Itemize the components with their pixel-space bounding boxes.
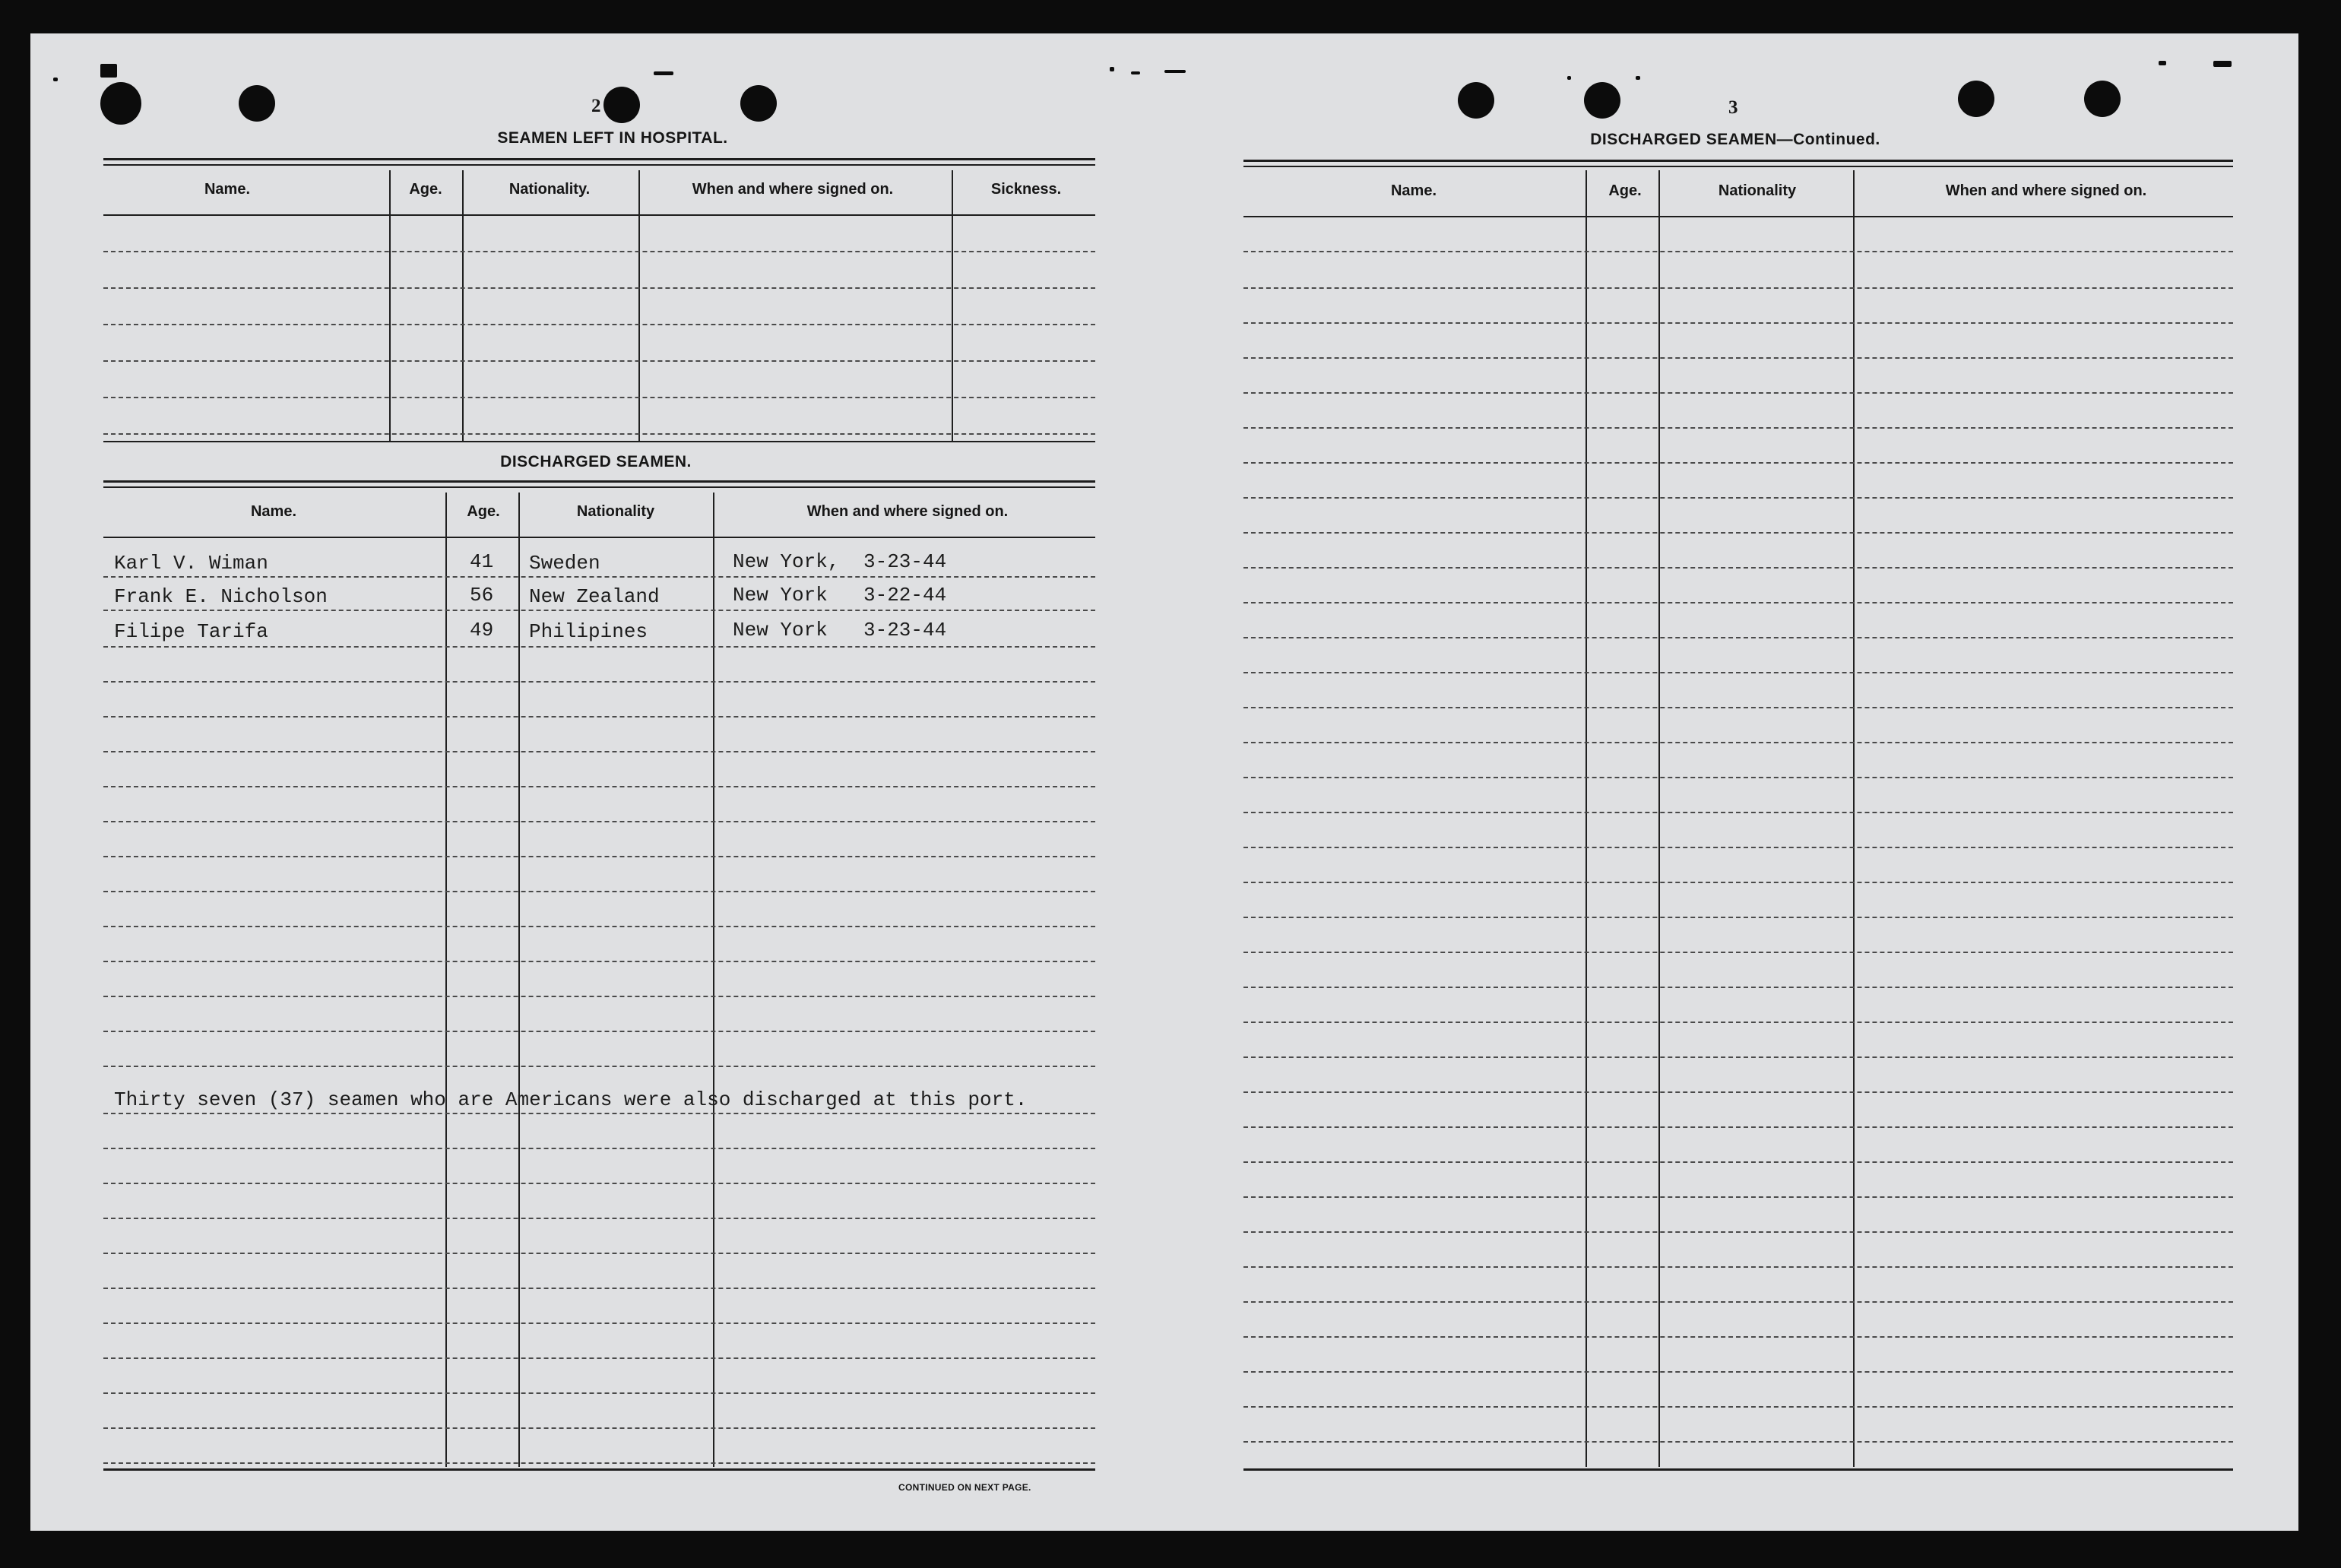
discharged-row-line: [103, 716, 1095, 717]
discharged-row-line: [103, 1392, 1095, 1394]
discharged-row-line: [103, 1113, 1095, 1114]
punch-hole: [2084, 81, 2121, 117]
discharged-row-line: [103, 1218, 1095, 1219]
hospital-row-line: [103, 360, 1095, 362]
right-row-line: [1243, 847, 2233, 848]
punch-hole: [740, 85, 777, 122]
discharged-continued-title: DISCHARGED SEAMEN—Continued.: [1590, 131, 1880, 148]
hospital-col-age: Age.: [409, 181, 442, 198]
discharged-top-rule: [103, 486, 1095, 488]
speck: [53, 78, 58, 81]
right-row-line: [1243, 251, 2233, 252]
discharged-section-title: DISCHARGED SEAMEN.: [500, 453, 692, 470]
discharged-col-divider: [518, 493, 520, 1467]
right-row-line: [1243, 707, 2233, 708]
right-col-age: Age.: [1608, 182, 1642, 199]
discharged-row-line: [103, 576, 1095, 578]
right-col-name: Name.: [1390, 182, 1437, 199]
right-bottom-rule: [1243, 1468, 2233, 1471]
speck: [1110, 67, 1114, 71]
right-row-line: [1243, 1161, 2233, 1163]
hospital-section-title: SEAMEN LEFT IN HOSPITAL.: [497, 129, 728, 147]
right-header-rule: [1243, 216, 2233, 217]
right-row-line: [1243, 917, 2233, 918]
seaman-signed-place: New York: [733, 584, 828, 607]
right-row-line: [1243, 742, 2233, 743]
hospital-row-line: [103, 324, 1095, 325]
punch-hole: [1584, 82, 1620, 119]
right-row-line: [1243, 357, 2233, 359]
right-row-line: [1243, 1056, 2233, 1058]
right-row-line: [1243, 1441, 2233, 1443]
right-row-line: [1243, 497, 2233, 499]
seaman-signed-place: New York,: [733, 550, 840, 573]
right-top-rule: [1243, 166, 2233, 167]
discharged-row-line: [103, 821, 1095, 822]
hospital-row-line: [103, 397, 1095, 398]
right-col-signed-on: When and where signed on.: [1945, 182, 2147, 199]
discharged-row-line: [103, 1148, 1095, 1149]
discharged-row-line: [103, 1427, 1095, 1429]
discharged-row-line: [103, 1323, 1095, 1324]
right-row-line: [1243, 427, 2233, 429]
seaman-age: 49: [470, 619, 494, 641]
right-row-line: [1243, 392, 2233, 394]
discharged-row-line: [103, 856, 1095, 857]
discharged-row-line: [103, 1183, 1095, 1184]
hospital-top-rule: [103, 158, 1095, 160]
hospital-col-divider: [462, 170, 464, 441]
punch-hole: [1458, 82, 1494, 119]
speck: [1567, 76, 1571, 80]
right-row-line: [1243, 1126, 2233, 1128]
document-sheet: [30, 33, 2298, 1531]
discharged-bottom-rule: [103, 1468, 1095, 1471]
right-row-line: [1243, 1022, 2233, 1023]
seaman-age: 56: [470, 584, 494, 607]
seaman-name: Filipe Tarifa: [114, 620, 268, 643]
discharged-row-line: [103, 1462, 1095, 1464]
seaman-signed-date: 3-23-44: [863, 550, 947, 573]
hospital-col-nationality: Nationality.: [508, 181, 591, 198]
seaman-nationality: Sweden: [529, 552, 600, 575]
right-row-line: [1243, 1196, 2233, 1198]
speck: [1164, 70, 1186, 73]
right-row-line: [1243, 812, 2233, 813]
right-row-line: [1243, 322, 2233, 324]
speck: [1131, 71, 1140, 74]
discharged-row-line: [103, 1357, 1095, 1359]
right-col-divider: [1853, 170, 1855, 1467]
right-row-line: [1243, 567, 2233, 569]
seaman-signed-date: 3-23-44: [863, 619, 947, 641]
right-row-line: [1243, 532, 2233, 534]
discharged-row-line: [103, 681, 1095, 683]
discharged-header-rule: [103, 537, 1095, 538]
discharged-col-divider: [445, 493, 447, 1467]
right-row-line: [1243, 1371, 2233, 1373]
right-row-line: [1243, 672, 2233, 673]
right-row-line: [1243, 1336, 2233, 1338]
hospital-col-divider: [952, 170, 953, 441]
hospital-row-line: [103, 251, 1095, 252]
discharged-row-line: [103, 610, 1095, 611]
right-col-divider: [1585, 170, 1587, 1467]
discharged-row-line: [103, 996, 1095, 997]
hospital-col-signed-on: When and where signed on.: [692, 181, 894, 198]
hospital-row-line: [103, 433, 1095, 435]
discharged-row-line: [103, 961, 1095, 962]
discharged-top-rule: [103, 480, 1095, 483]
continued-note: CONTINUED ON NEXT PAGE.: [898, 1482, 1031, 1493]
seaman-nationality: New Zealand: [529, 585, 660, 608]
right-row-line: [1243, 1091, 2233, 1093]
right-row-line: [1243, 1266, 2233, 1268]
speck: [2213, 61, 2232, 67]
discharged-row-line: [103, 1288, 1095, 1289]
seaman-name: Karl V. Wiman: [114, 552, 268, 575]
right-row-line: [1243, 637, 2233, 638]
discharged-col-age: Age.: [467, 503, 500, 520]
discharged-row-line: [103, 1066, 1095, 1067]
page-number-right: 3: [1728, 97, 1738, 118]
discharged-row-line: [103, 786, 1095, 787]
discharged-row-line: [103, 891, 1095, 892]
seaman-signed-date: 3-22-44: [863, 584, 947, 607]
american-seamen-note: Thirty seven (37) seamen who are Americans were also discharged at this port.: [114, 1088, 1028, 1111]
discharged-row-line: [103, 1031, 1095, 1032]
punch-hole: [239, 85, 275, 122]
speck: [1636, 76, 1640, 80]
right-row-line: [1243, 287, 2233, 289]
seaman-age: 41: [470, 550, 494, 573]
right-row-line: [1243, 462, 2233, 464]
speck: [100, 64, 117, 78]
discharged-row-line: [103, 751, 1095, 752]
discharged-col-name: Name.: [250, 503, 297, 520]
seaman-signed-place: New York: [733, 619, 828, 641]
punch-hole: [1958, 81, 1994, 117]
right-col-nationality: Nationality: [1718, 182, 1797, 199]
right-top-rule: [1243, 160, 2233, 162]
hospital-col-name: Name.: [204, 181, 251, 198]
discharged-col-nationality: Nationality: [576, 503, 655, 520]
right-row-line: [1243, 602, 2233, 603]
discharged-row-line: [103, 1253, 1095, 1254]
punch-hole: [603, 87, 640, 123]
seaman-name: Frank E. Nicholson: [114, 585, 328, 608]
punch-hole: [100, 82, 141, 125]
page-number-left: 2: [591, 96, 601, 116]
speck: [654, 71, 673, 75]
seaman-nationality: Philipines: [529, 620, 648, 643]
right-col-divider: [1658, 170, 1660, 1467]
right-row-line: [1243, 952, 2233, 953]
right-row-line: [1243, 1231, 2233, 1233]
hospital-bottom-rule: [103, 441, 1095, 442]
right-row-line: [1243, 882, 2233, 883]
right-row-line: [1243, 1301, 2233, 1303]
right-row-line: [1243, 987, 2233, 988]
discharged-col-signed-on: When and where signed on.: [806, 503, 1009, 520]
hospital-col-sickness: Sickness.: [990, 181, 1062, 198]
speck: [2159, 61, 2166, 65]
hospital-row-line: [103, 287, 1095, 289]
discharged-row-line: [103, 646, 1095, 648]
right-row-line: [1243, 777, 2233, 778]
discharged-col-divider: [713, 493, 714, 1467]
hospital-top-rule: [103, 164, 1095, 166]
hospital-header-rule: [103, 214, 1095, 216]
hospital-col-divider: [389, 170, 391, 441]
discharged-row-line: [103, 926, 1095, 927]
right-row-line: [1243, 1406, 2233, 1408]
hospital-col-divider: [638, 170, 640, 441]
